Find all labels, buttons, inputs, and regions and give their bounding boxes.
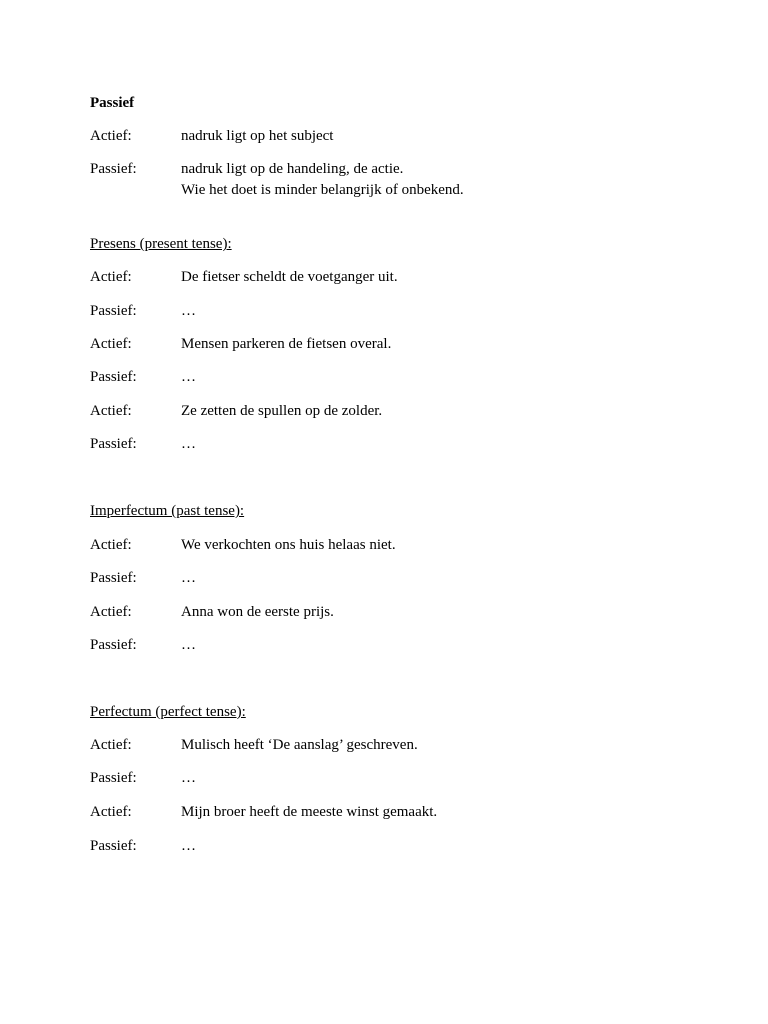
row-text: We verkochten ons huis helaas niet.	[181, 537, 396, 553]
row-text: Mensen parkeren de fietsen overal.	[181, 336, 392, 352]
row-text: …	[181, 637, 196, 653]
row-text: Mulisch heeft ‘De aanslag’ geschreven.	[181, 737, 418, 753]
row-text: …	[181, 436, 196, 452]
row-label: Actief:	[90, 604, 132, 620]
row-label: Passief:	[90, 303, 137, 319]
intro-label-actief: Actief:	[90, 128, 132, 144]
row-text: …	[181, 770, 196, 786]
row-label: Passief:	[90, 637, 137, 653]
row-label: Passief:	[90, 369, 137, 385]
section-heading-imperfectum: Imperfectum (past tense):	[90, 503, 245, 519]
row-label: Passief:	[90, 770, 137, 786]
row-text: Ze zetten de spullen op de zolder.	[181, 403, 383, 419]
row-text: …	[181, 838, 196, 854]
row-text: Mijn broer heeft de meeste winst gemaakt.	[181, 804, 438, 820]
row-label: Actief:	[90, 336, 132, 352]
intro-text-actief: nadruk ligt op het subject	[181, 128, 334, 144]
row-text: …	[181, 369, 196, 385]
row-text: Anna won de eerste prijs.	[181, 604, 334, 620]
row-text: De fietser scheldt de voetganger uit.	[181, 269, 398, 285]
row-label: Actief:	[90, 403, 132, 419]
row-text: …	[181, 303, 196, 319]
row-text: …	[181, 570, 196, 586]
row-label: Actief:	[90, 737, 132, 753]
intro-text-passief: nadruk ligt op de handeling, de actie.	[181, 161, 404, 177]
row-label: Passief:	[90, 570, 137, 586]
intro-text-passief-line2: Wie het doet is minder belangrijk of onbekend.	[181, 182, 464, 198]
intro-label-passief: Passief:	[90, 161, 137, 177]
section-heading-presens: Presens (present tense):	[90, 236, 232, 252]
row-label: Actief:	[90, 269, 132, 285]
row-label: Actief:	[90, 804, 132, 820]
row-label: Passief:	[90, 436, 137, 452]
section-heading-perfectum: Perfectum (perfect tense):	[90, 704, 246, 720]
document-title: Passief	[90, 95, 135, 111]
row-label: Actief:	[90, 537, 132, 553]
row-label: Passief:	[90, 838, 137, 854]
